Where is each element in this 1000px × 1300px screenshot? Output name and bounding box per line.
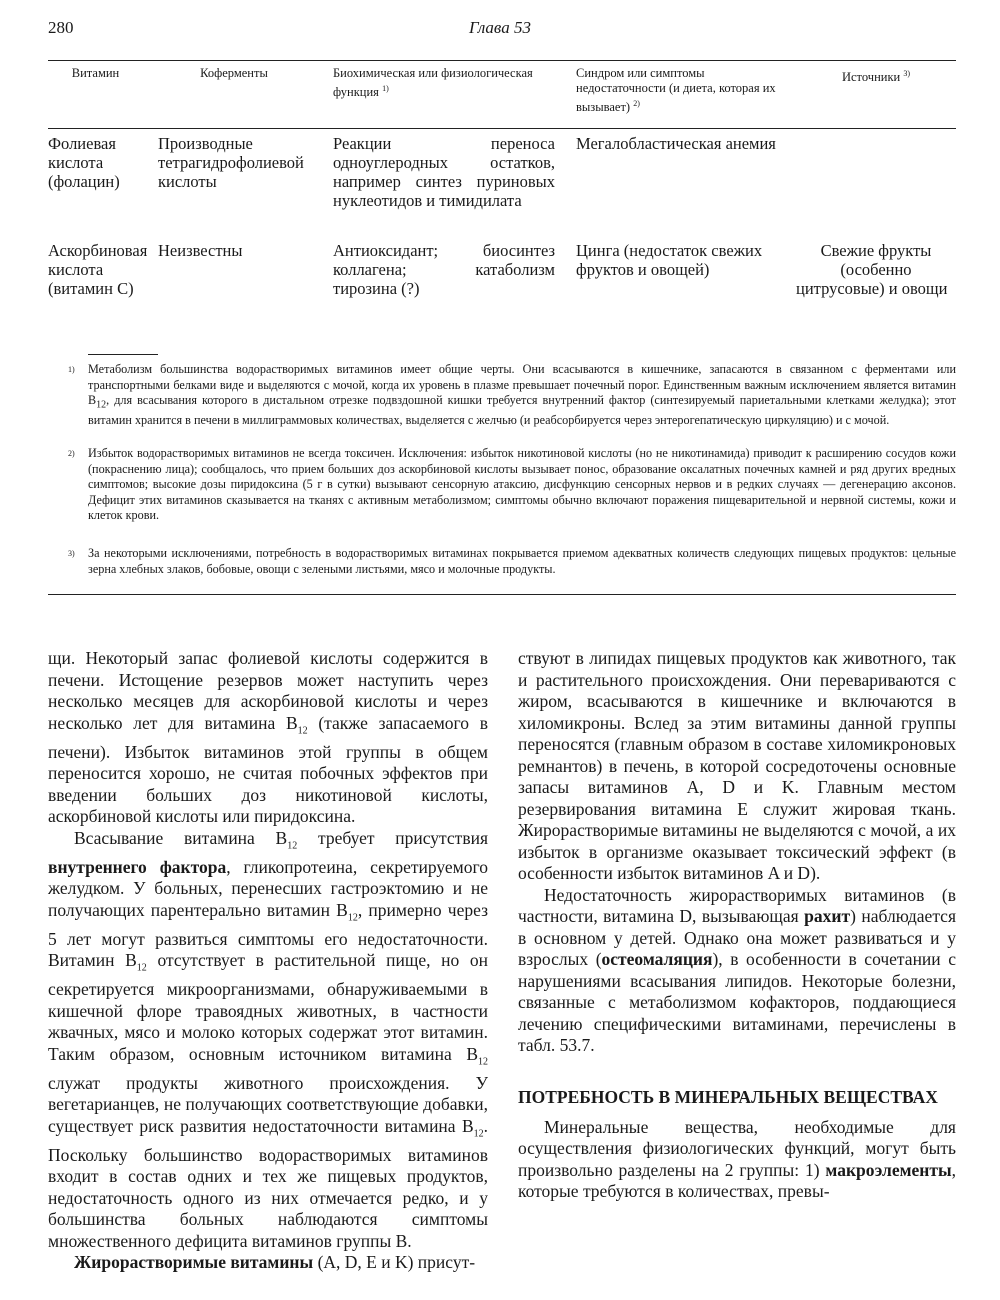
table-top-rule [48,60,956,61]
cell-syndrome: Цинга (недостаток свежих фруктов и овощей) [576,241,763,279]
table-header-rule [48,128,956,129]
col-header-sources: Источники $^{3)}$ [841,69,911,85]
cell-function: Реакции переноса одноуглеродных остатков, например синтез пуриновых нуклеотидов и тимидилата [333,134,555,210]
col-header-function: Биохимическая или физиологическая функция $^{1)}$ [333,66,533,100]
paragraph: Недостаточность жирорастворимых витаминов (в частности, витамина D, вызывающая рахит) наблюдается в основном у детей. Однако она может развиваться и у взрослых (остеомаляция), в особенности в сочетании с нарушениями всасывания липидов. Некоторые болезни, связанные с метаболизмом кофакторов, поддающиеся лечению специфическими витаминами, перечислены в табл. 53.7. [518,884,957,1055]
cell-function: Антиоксидант; биосинтез коллагена; катаболизм тирозина (?) [333,241,555,298]
paragraph: Минеральные вещества, необходимые для осуществления физиологических функций, могут быть произвольно разделены на 2 группы: 1) макроэлементы, которые требуются в количествах, превы- [518,1116,956,1201]
col-header-syndrome: Синдром или симптомы недостаточности (и диета, которая их вызывает) $^{2)}$ [576,66,776,115]
table-bottom-rule [48,594,956,595]
section-title: ПОТРЕБНОСТЬ В МИНЕРАЛЬНЫХ ВЕЩЕСТВАХ [518,1086,938,1107]
cell-vitamin: Фолиевая кислота (фолацин) [48,134,120,191]
cell-sources: Свежие фрукты (особенно цитрусовые) и овощи [796,241,948,298]
page-number: 280 [48,18,74,37]
paragraph: ствуют в липидах пищевых продуктов как животного, так и растительного происхождения. Они перевариваются с жиром, всасываются в кишечнике и включаются в хиломикроны. Вслед за этим витамины данной группы переносятся (главным образом в составе хиломикроновых ремнантов) в печень, в которой сосредоточены основные запасы витаминов A, D и K. Главным местом резервирования витамина E служит жировая ткань. Жирорастворимые витамины не выделяются с мочой, а их избыток в организме оказывает токсический эффект (в особенности избыток витаминов A и D). [518,648,956,883]
footnote-mark: 1) [68,365,75,374]
footnote-separator [88,354,158,355]
cell-syndrome: Мегалобластическая анемия [576,134,776,153]
paragraph: щи. Некоторый запас фолиевой кислоты содержится в печени. Истощение резервов может наступить через несколько месяцев для аскорбиновой кислоты и через несколько лет для витамина $B_{12}$ (также запасаемого в печени). Избыток витаминов этой группы в общем переносится хорошо, не считая побочных эффектов при введении больших доз никотиновой кислоты, аскорбиновой кислоты или пиридоксина. [48,648,488,826]
cell-coenzymes: Производные тетрагидрофолиевой кислоты [158,134,304,191]
footnote-3: 3) За некоторыми исключениями, потребность в водорастворимых витаминах покрывается приемом адекватных количеств следующих пищевых продуктов: цельные зерна хлебных злаков, бобовые, овощи с зелеными листьями, мясо и молочные продукты. [68,546,956,576]
footnote-2: 2) Избыток водорастворимых витаминов не всегда токсичен. Исключения: избыток никотиновой кислоты (но не никотинамида) приводит к расширению сосудов кожи (покраснению лица); сообщалось, что прием больших доз аскорбиновой кислоты вызывает понос, образование оксалатных почечных камней и ряд других вредных симптомов; высокие дозы пиридоксина (5 г в сутки) вызывают сенсорную атаксию, дисфункцию сенсорных нервов и в редких случаях — дегенерацию аксонов. Дефицит этих витаминов сказывается на тканях с активным метаболизмом; симптомы обычно включают поражения пищеварительной и нервной системы, кожи и клеток крови. [68,446,956,522]
col-header-vitamin: Витамин [71,66,120,80]
paragraph: Всасывание витамина $B_{12}$ требует присутствия внутреннего фактора, гликопротеина, секретируемого желудком. У больных, перенесших гастроэктомию и не получающих парентерально витамин $B_{12}$, примерно через 5 лет могут развиться симптомы его недостаточности. Витамин $B_{12}$ отсутствует в растительной пище, но он секретируется микроорганизмами, обнаруживаемыми в кишечной флоре травоядных животных, в частности жвачных, мясо и молоко которых содержат этот витамин. Таким образом, основным источником витамина $B_{12}$ служат продукты животного происхождения. У вегетарианцев, не получающих соответствующие добавки, существует риск развития недостаточности витамина $B_{12}$. Поскольку большинство водорастворимых витаминов входит в состав одних и тех же пищевых продуктов, недостаточность одного из них отмечается редко, и у большинства больных наблюдаются симптомы множественного дефицита витаминов группы B. [48,827,488,1251]
cell-vitamin: Аскорбиновая кислота (витамин C) [48,241,148,298]
note-mark: 1) [382,84,389,93]
note-mark: 3) [903,69,911,78]
footnote-1: 1) Метаболизм большинства водорастворимых витаминов имеет общие черты. Они всасываются в кишечнике, запасаются в связанном с ферментами или транспортными белками виде и выделяются с мочой, когда их уровень в плазме превышает почечный порог. Единственным важным исключением является витамин $B_{12}$, для всасывания которого в дистальном отрезке подвздошной кишки требуется внутренний фактор (синтезируемый париетальными клетками желудка); этот витамин хранится в печени в миллиграммовых количествах, выделяется с желчью (и реабсорбируется через энтерогепатическую циркуляцию) и с мочой. [68,362,956,427]
note-mark: 2) [633,99,640,108]
footnote-mark: 2) [68,449,75,458]
paragraph: Жирорастворимые витамины (A, D, E и K) присут- [74,1252,476,1272]
col-header-coenzymes: Коферменты [200,66,268,80]
cell-coenzymes: Неизвестны [158,241,243,260]
body-column-right [518,648,956,1203]
footnote-mark: 3) [68,549,75,558]
running-head: Глава 53 [469,18,531,37]
body-column-left [48,648,488,1274]
